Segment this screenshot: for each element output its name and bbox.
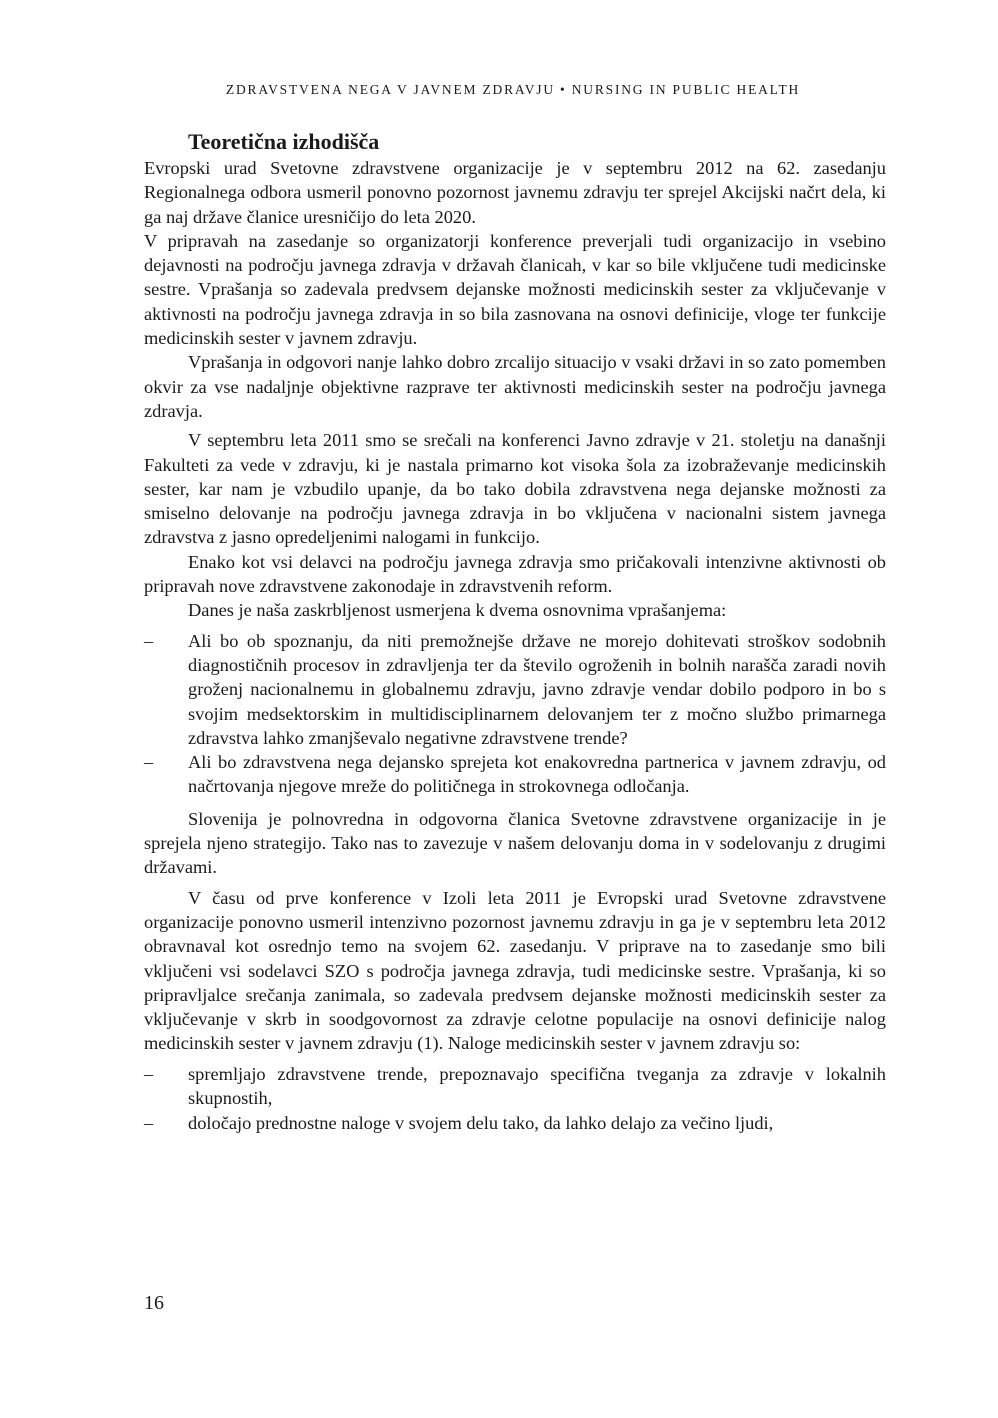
list-item [144, 1111, 886, 1135]
paragraph: V času od prve konference v Izoli leta 2011 je Evropski urad Svetovne zdravstvene organizacije ponovno usmeril intenzivno pozornost javnemu zdravju in ga je v septembru leta 2012 obravnaval kot osrednjo temo na svojem 62. zasedanju. V pripravе na to zasedanje smo bili vključeni vsi sodelavci SZO s področja javnega zdravja, tudi medicinske sestre. Vprašanja, ki so pripravljalce srečanja zanimala, so zadevala predvsem dejanske možnosti medicinskih sester za vključevanje v skrb in soodgovornost za zdravje celotne populacije na osnovi definicije nalog medicinskih sester v javnem zdravju (1). Naloge medicinskih sester v javnem zdravju so: [144, 887, 886, 1054]
list-item [144, 750, 886, 799]
page-number: 16 [144, 1292, 164, 1314]
article-body [144, 128, 886, 1137]
dash-bullet: – [144, 1063, 154, 1084]
paragraph: Danes je naša zaskrbljenost usmerjena k dvema osnovnima vprašanjema: [188, 600, 727, 621]
dash-bullet: – [144, 1113, 154, 1134]
section-heading: Teoretična izhodišča [188, 129, 380, 154]
running-header: ZDRAVSTVENA NEGA V JAVNEM ZDRAVJU • NURSING IN PUBLIC HEALTH [225, 82, 801, 97]
dash-bullet: – [144, 630, 154, 651]
paragraph: Slovenija je polnovredna in odgovorna članica Svetovne zdravstvene organizacije in je sprejela njeno strategijo. Tako nas to zavezuje v našem delovanju doma in v sodelovanju z drugimi državami. [144, 808, 886, 878]
list-item-text: spremljajo zdravstvene trende, prepoznavajo specifična tveganja za zdravje v lokalnih skupnostih, [188, 1063, 886, 1108]
paragraph: V pripravah na zasedanje so organizatorji konference preverjali tudi organizacijo in vsebino dejavnosti na področju javnega zdravja v državah članicah, v kar so bile vključene tudi medicinske sestre. Vprašanja so zadevala predvsem dejanske možnosti medicinskih sester za vključevanje v aktivnosti na področju javnega zdravja in so bila zasnovana na osnovi definicije, vloge ter funkcije medicinskih sester v javnem zdravju. [144, 230, 886, 349]
paragraph: V septembru leta 2011 smo se srečali na konferenci Javno zdravje v 21. stoletju na današnji Fakulteti za vede v zdravju, ki je nastala primarno kot visoka šola za izobraževanje medicinskih sester, kar nam je vzbudilo upanje, da bo tako dobila zdravstvena nega dejanske možnosti za smiselno delovanje na področju javnega zdravja in bo vključena v nacionalni sistem javnega zdravstva z jasno opredeljenimi nalogami in funkcijo. [144, 430, 886, 548]
paragraph: Vprašanja in odgovori nanje lahko dobro zrcalijo situacijo v vsaki državi in so zato pomemben okvir za vse nadaljnje objektivne razprave ter aktivnosti medicinskih sester na področju javnega zdravja. [144, 352, 886, 421]
question-list [144, 629, 886, 799]
list-item [144, 1062, 886, 1111]
list-item [144, 629, 886, 750]
list-item-text: Ali bo ob spoznanju, da niti premožnejše države ne morejo dohitevati stroškov sodobnih diagnostičnih procesov in zdravljenja ter da število ogroženih in bolnih narašča zaradi novih groženj nacionalnemu in globalnemu zdravju, javno zdravje vendar dobilo podporo in bo s svojim medsektorskim in multidisciplinarnem delovanjem ter z močno službo primarnega zdravstva lahko zmanjševalo negativne zdravstvene trende? [188, 630, 886, 748]
dash-bullet: – [144, 752, 154, 773]
list-item-text: Ali bo zdravstvena nega dejansko sprejeta kot enakovredna partnerica v javnem zdravju, od načrtovanja njegove mreže do političnega in strokovnega odločanja. [188, 752, 886, 797]
paragraph: Enako kot vsi delavci na področju javnega zdravja smo pričakovali intenzivne aktivnosti ob pripravah nove zdravstvene zakonodaje in zdravstvenih reform. [144, 551, 886, 597]
paragraph: Evropski urad Svetovne zdravstvene organizacije je v septembru 2012 na 62. zasedanju Regionalnega odbora usmeril ponovno pozornost javnemu zdravju ter sprejel Akcijski načrt dela, ki ga naj države članice uresničijo do leta 2020. [144, 158, 886, 227]
tasks-list [144, 1062, 886, 1136]
list-item-text: določajo prednostne naloge v svojem delu tako, da lahko delajo za večino ljudi, [188, 1113, 774, 1134]
